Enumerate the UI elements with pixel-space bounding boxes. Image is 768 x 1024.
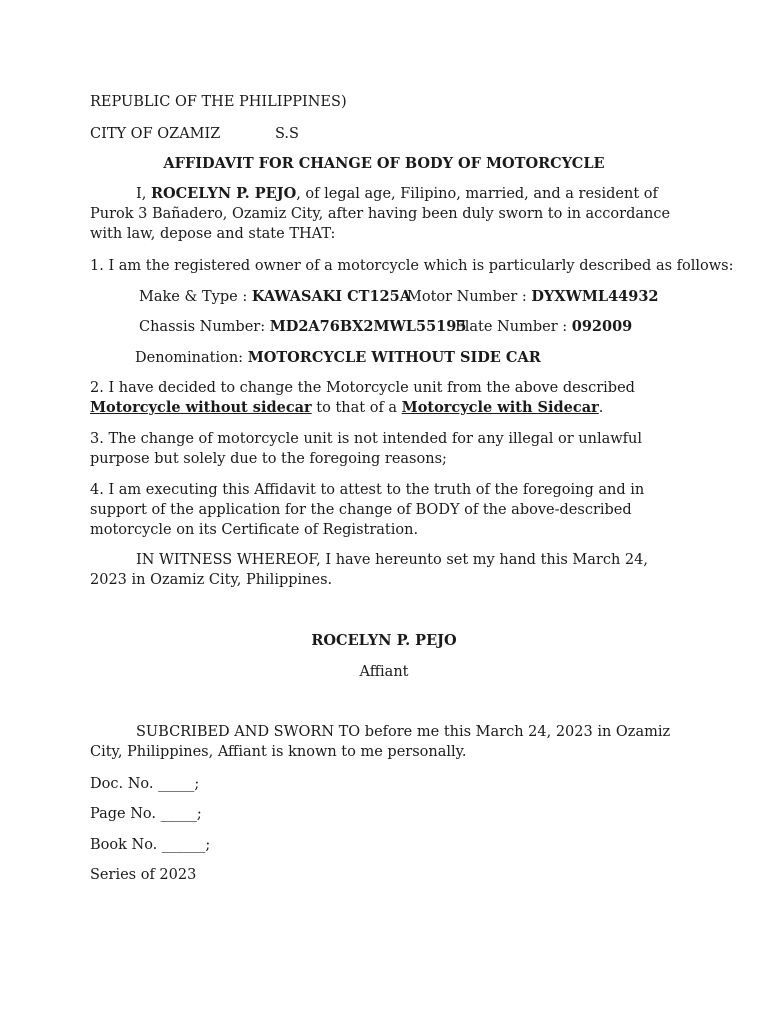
- book-number: Book No. ______;: [90, 837, 211, 853]
- make-value: KAWASAKI CT125A: [251, 288, 411, 305]
- item-4: 4. I am executing this Affidavit to attest to the truth of the foregoing and in support of the application for the change of BODY of the above-described motorcycle on its Certificate of Registration.: [90, 482, 645, 538]
- denomination-label: Denomination:: [135, 350, 248, 366]
- item-2-c: to that of a: [311, 400, 402, 416]
- city-text: CITY OF OZAMIZ: [90, 126, 221, 142]
- intro-prefix: I,: [136, 186, 151, 202]
- intro-rest: , of legal age, Filipino, married, and a resident of Purok 3 Bañadero, Ozamiz City, after having been duly sworn to in accordance with law, depose and state THAT:: [90, 186, 671, 242]
- intro-paragraph: [90, 184, 675, 244]
- chassis-label: Chassis Number:: [139, 319, 270, 335]
- denomination-line: [135, 348, 541, 368]
- signature-role: Affiant: [359, 664, 409, 680]
- item-2-e: .: [598, 400, 604, 416]
- jurat-paragraph: SUBCRIBED AND SWORN TO before me this March 24, 2023 in Ozamiz City, Philippines, Affiant is known to me personally.: [90, 724, 671, 760]
- plate-label: Plate Number :: [455, 319, 572, 335]
- item-2-a: 2. I have decided to change the Motorcycle unit from the above described: [90, 380, 635, 396]
- document-title: AFFIDAVIT FOR CHANGE OF BODY OF MOTORCYCLE: [163, 155, 605, 172]
- denomination-value: MOTORCYCLE WITHOUT SIDE CAR: [247, 349, 541, 366]
- motor-label: Motor Number :: [407, 289, 532, 305]
- witness-paragraph: IN WITNESS WHEREOF, I have hereunto set my hand this March 24, 2023 in Ozamiz City, Philippines.: [90, 552, 648, 588]
- plate-number: [455, 317, 632, 337]
- plate-value: 092009: [571, 318, 633, 335]
- chassis-line: [139, 317, 633, 337]
- motor-number: [407, 287, 659, 307]
- item-2: [90, 378, 675, 418]
- chassis-value: MD2A76BX2MWL55195: [269, 318, 467, 335]
- signature-name: ROCELYN P. PEJO: [311, 632, 457, 649]
- ss-text: S.S: [275, 126, 299, 142]
- series-line: Series of 2023: [90, 867, 197, 883]
- motor-value: DYXWML44932: [531, 288, 659, 305]
- make-type-line: [139, 287, 659, 307]
- item-3: 3. The change of motorcycle unit is not intended for any illegal or unlawful purpose but solely due to the foregoing reasons;: [90, 431, 642, 467]
- make-label: Make & Type :: [139, 289, 252, 305]
- page-number: Page No. _____;: [90, 806, 202, 822]
- city-line: [90, 124, 299, 144]
- item-1: 1. I am the registered owner of a motorcycle which is particularly described as follows:: [90, 258, 734, 274]
- item-2-from-type: Motorcycle without sidecar: [90, 399, 312, 416]
- item-2-to-type: Motorcycle with Sidecar: [401, 399, 599, 416]
- doc-number: Doc. No. _____;: [90, 776, 200, 792]
- affiant-name-inline: ROCELYN P. PEJO: [150, 185, 297, 202]
- republic-line: REPUBLIC OF THE PHILIPPINES): [90, 94, 347, 110]
